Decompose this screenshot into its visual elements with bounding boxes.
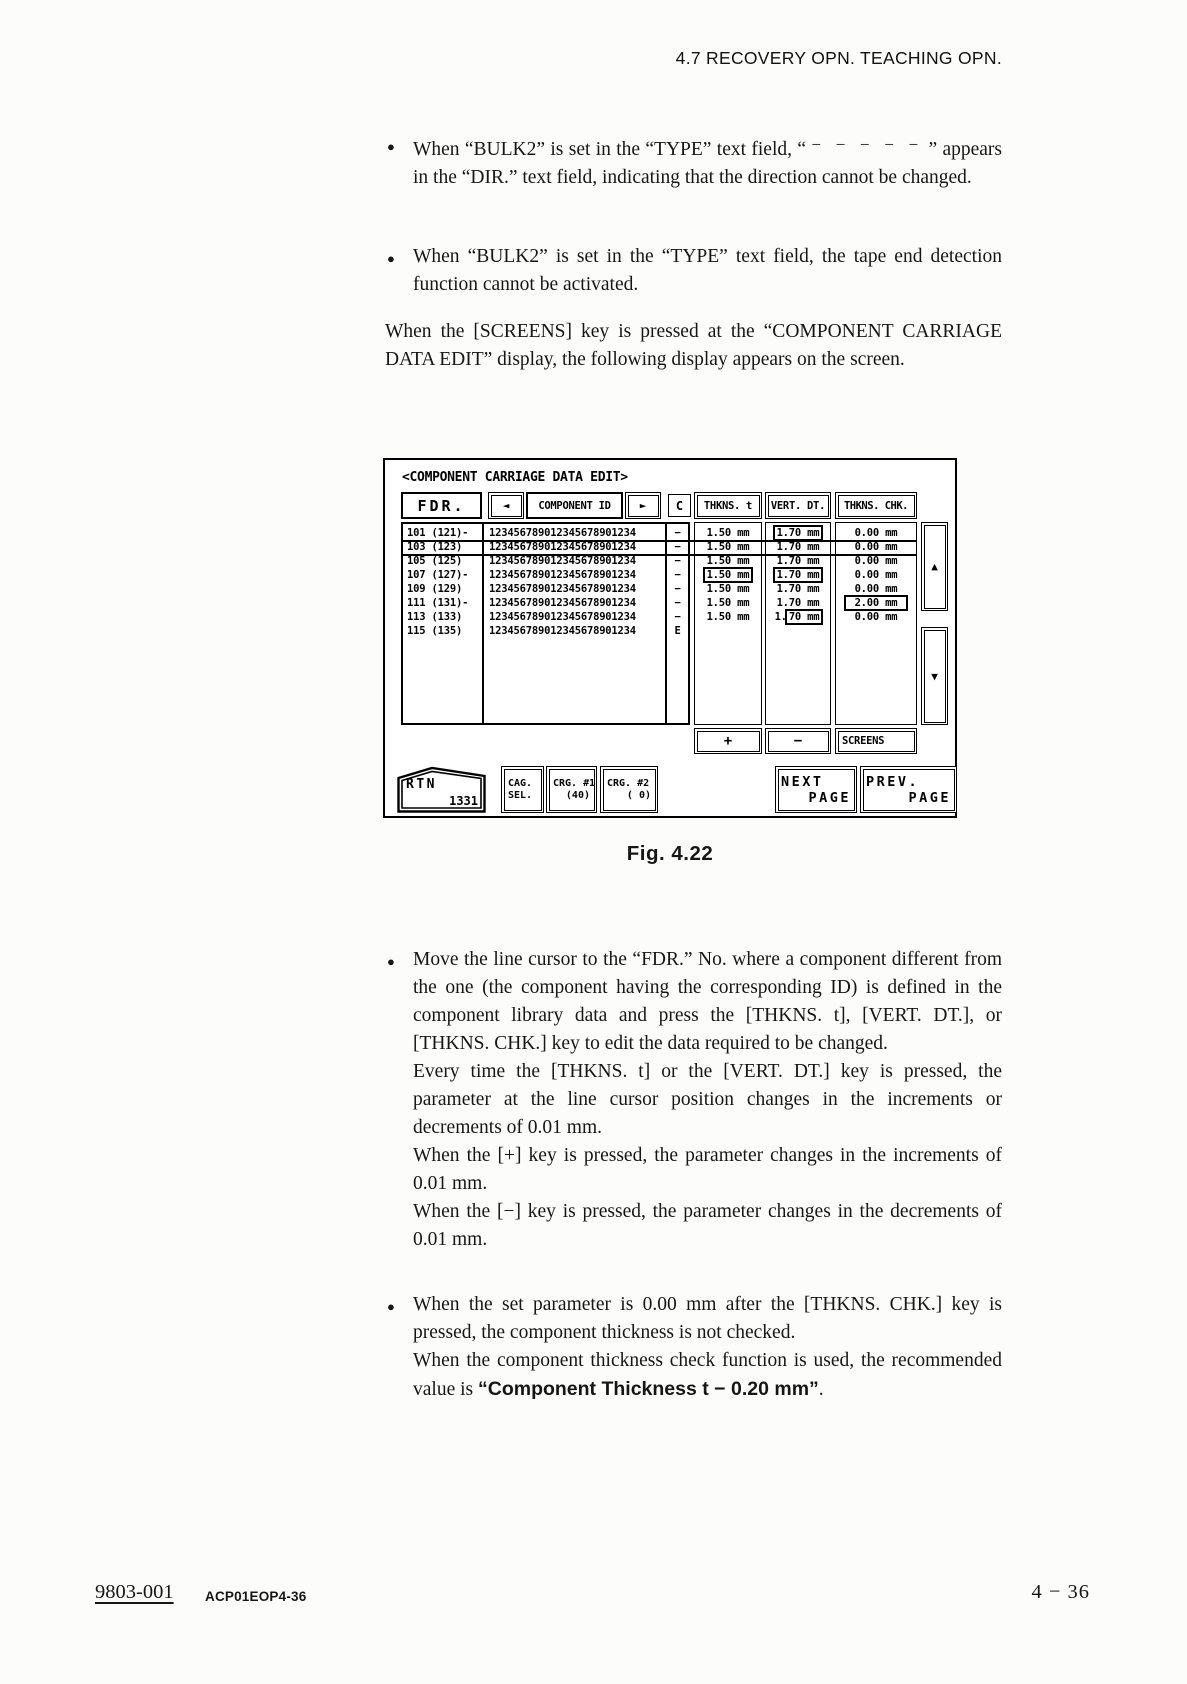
edit-procedure-p3: When the [+] key is pressed, the parameter changes in the increments of 0.01 mm.	[413, 1145, 1002, 1194]
component-id-cell: 123456789012345678901234	[489, 583, 636, 595]
component-id-cell: 123456789012345678901234	[489, 569, 636, 581]
chk-cell: 0.00 mm	[854, 611, 898, 623]
component-id-cell: 123456789012345678901234	[489, 611, 636, 623]
component-id-cell: 123456789012345678901234	[489, 527, 636, 539]
boxed-value: 1.50 mm	[703, 567, 754, 583]
bullet-thickness-check	[413, 1291, 1002, 1404]
crg2-key-count: ( 0)	[626, 789, 651, 801]
fdr-cell: 111 (131)-	[407, 597, 469, 609]
next-page-line2: PAGE	[808, 789, 851, 806]
vert-dt-key[interactable]: VERT. DT.	[765, 492, 831, 519]
page-number: 4 − 36	[1031, 1581, 1090, 1603]
doc-code: ACP01EOP4-36	[205, 1589, 307, 1604]
cag-sel-key[interactable]	[501, 766, 544, 813]
recommended-value-prefix: When the component thickness check function is used, the recommended value is	[413, 1350, 1002, 1400]
column-header-fdr: FDR.	[401, 492, 482, 519]
chk-cell: 0.00 mm	[854, 541, 898, 553]
thkns-cell	[694, 569, 762, 583]
c-cell: −	[674, 541, 681, 553]
c-cell: −	[674, 583, 681, 595]
rtn-key[interactable]	[397, 766, 486, 813]
intro-paragraph-text: When the [SCREENS] key is pressed at the “COMPONENT CARRIAGE DATA EDIT” display, the following display appears on the screen.	[385, 321, 1002, 370]
running-head: 4.7 RECOVERY OPN. TEACHING OPN.	[675, 48, 1002, 68]
thkns-cell: 1.50 mm	[706, 597, 750, 609]
boxed-value: 70 mm	[785, 609, 824, 625]
table-row	[401, 597, 917, 611]
thkns-t-key[interactable]: THKNS. t	[694, 492, 762, 519]
scroll-down-key[interactable]	[921, 627, 948, 725]
rtn-value: 1331	[449, 794, 478, 808]
chk-cell: 0.00 mm	[854, 569, 898, 581]
thkns-cell: 1.50 mm	[706, 527, 750, 539]
chk-cell: 0.00 mm	[854, 555, 898, 567]
vert-cell	[765, 569, 831, 583]
c-cell: −	[674, 555, 681, 567]
recommended-value-bold: “Component Thickness t − 0.20 mm”	[477, 1378, 819, 1400]
bullet-bulk2-tape-end-text: ● When “BULK2” is set in the “TYPE” text field, the tape end detection function cannot be activated.	[413, 246, 1002, 295]
bullet1-pre: When “BULK2” is set in the “TYPE” text field, “	[413, 139, 812, 160]
recommended-value-suffix: .	[818, 1379, 824, 1400]
fdr-cell: 101 (121)-	[407, 527, 469, 539]
table-row	[401, 625, 917, 639]
bullet1-dashes: − − − − −	[811, 135, 924, 154]
component-carriage-data-edit-screen	[383, 458, 957, 818]
bullet-bulk2-tape-end	[413, 243, 1002, 299]
cag-key-line2: SEL.	[508, 789, 533, 801]
chk-cell	[835, 625, 917, 639]
cag-key-line1: CAG.	[508, 778, 533, 789]
component-id-cell: 123456789012345678901234	[489, 555, 636, 567]
table-row	[401, 569, 917, 583]
scroll-right-key[interactable]	[625, 492, 661, 519]
scroll-left-key[interactable]	[488, 492, 524, 519]
figure-caption: Fig. 4.22	[626, 842, 714, 865]
fdr-cell: 113 (133)	[407, 611, 463, 623]
bullet1-post: ” appears in the “DIR.” text field, indicating that the direction cannot be changed.	[413, 139, 1003, 188]
chk-cell: 0.00 mm	[854, 527, 898, 539]
up-arrow-icon: ▲	[931, 560, 938, 573]
fdr-cell: 107 (127)-	[407, 569, 469, 581]
thkns-cell: 1.50 mm	[706, 583, 750, 595]
thkns-chk-key[interactable]: THKNS. CHK.	[835, 492, 917, 519]
vert-cell	[765, 625, 831, 639]
prev-page-line1: PREV.	[866, 773, 920, 790]
chk-cell: 0.00 mm	[854, 583, 898, 595]
bullet-bulk2-dir-text	[413, 131, 1002, 192]
vert-cell	[765, 527, 831, 541]
table-row	[401, 583, 917, 597]
screens-key[interactable]: SCREENS	[835, 728, 917, 754]
vert-cell	[765, 611, 831, 625]
doc-number: 9803-001	[95, 1581, 174, 1603]
fdr-cell: 105 (125)	[407, 555, 463, 567]
scroll-up-key[interactable]	[921, 522, 948, 611]
vert-cell: 1.70 mm	[776, 541, 820, 553]
column-header-c: C	[668, 494, 691, 517]
prev-page-line2: PAGE	[908, 789, 951, 806]
component-id-cell: 123456789012345678901234	[489, 597, 636, 609]
next-page-key[interactable]	[775, 766, 857, 813]
fdr-cell: 115 (135)	[407, 625, 463, 637]
c-cell: −	[674, 527, 681, 539]
fdr-cell: 103 (123)	[407, 541, 463, 553]
thickness-check-p1: ● When the set parameter is 0.00 mm after the [THKNS. CHK.] key is pressed, the component thickness is not checked.	[413, 1294, 1002, 1343]
value-prefix: 1.	[774, 611, 787, 623]
vert-cell: 1.70 mm	[776, 583, 820, 595]
chk-cell	[835, 597, 917, 611]
crg1-key[interactable]	[546, 766, 597, 813]
intro-paragraph	[385, 318, 1002, 374]
component-id-cell: 123456789012345678901234	[489, 541, 636, 553]
c-cell: E	[674, 625, 681, 637]
c-cell: −	[674, 611, 681, 623]
boxed-value: 1.70 mm	[773, 525, 824, 541]
thickness-check-p2	[413, 1347, 1002, 1404]
edit-procedure-p4: When the [−] key is pressed, the parameter changes in the decrements of 0.01 mm.	[413, 1201, 1002, 1250]
crg1-key-count: (40)	[565, 789, 590, 801]
table-row	[401, 555, 917, 569]
crg2-key[interactable]	[600, 766, 658, 813]
left-arrow-icon: ◄	[502, 499, 510, 512]
edit-procedure-p2: Every time the [THKNS. t] or the [VERT. DT.] key is pressed, the parameter at the line cursor position changes in the increments or decrements of 0.01 mm.	[413, 1061, 1002, 1138]
crg2-key-line1: CRG. #2	[607, 778, 650, 789]
vert-cell: 1.70 mm	[776, 555, 820, 567]
minus-key[interactable]: −	[765, 728, 831, 754]
plus-key[interactable]: +	[694, 728, 762, 754]
bullet-bulk2-dir	[413, 131, 1002, 192]
thkns-cell	[694, 625, 762, 639]
screen-title: <COMPONENT CARRIAGE DATA EDIT>	[402, 470, 628, 485]
down-arrow-icon: ▼	[931, 669, 938, 683]
vert-cell: 1.70 mm	[776, 597, 820, 609]
bullet-edit-procedure	[413, 946, 1002, 1254]
line-cursor[interactable]	[401, 540, 917, 556]
rtn-label: RTN	[406, 777, 437, 792]
boxed-value: 2.00 mm	[844, 595, 909, 611]
table-row	[401, 611, 917, 625]
table-row	[401, 527, 917, 541]
component-id-cell: 123456789012345678901234	[489, 625, 636, 637]
thkns-cell: 1.50 mm	[706, 611, 750, 623]
thkns-cell: 1.50 mm	[706, 541, 750, 553]
thkns-cell: 1.50 mm	[706, 555, 750, 567]
next-page-line1: NEXT	[781, 773, 824, 790]
crg1-key-line1: CRG. #1	[553, 778, 596, 789]
c-cell: −	[674, 597, 681, 609]
edit-procedure-p1: ● Move the line cursor to the “FDR.” No. where a component different from the one (the component having the corresponding ID) is defined in the component library data and press the [THKNS. t], [VERT. DT.], or [THKNS. CHK.] key to edit the data required to be changed.	[413, 949, 1002, 1054]
boxed-value: 1.70 mm	[773, 567, 824, 583]
prev-page-key[interactable]	[860, 766, 957, 813]
right-arrow-icon: ►	[639, 499, 647, 512]
fdr-cell: 109 (129)	[407, 583, 463, 595]
column-header-component-id: COMPONENT ID	[526, 492, 623, 519]
c-cell: −	[674, 569, 681, 581]
